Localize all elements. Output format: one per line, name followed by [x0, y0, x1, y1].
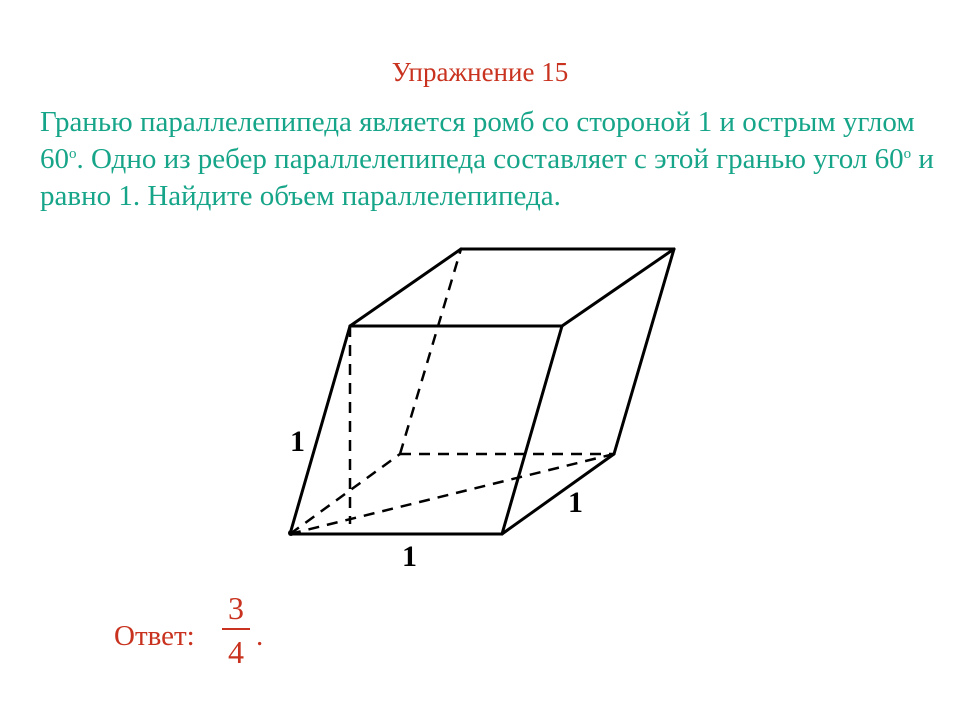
answer-period: .	[256, 620, 264, 652]
edge-label-right: 1	[568, 486, 583, 519]
hidden-edge-bottom-left	[290, 454, 400, 534]
problem-text-part-1: Гранью параллелепипеда является ромб со стороной 1 и острым углом 60	[40, 106, 915, 175]
hidden-diagonal	[290, 454, 614, 534]
edge-right-back	[614, 249, 674, 454]
problem-text-part-2: . Одно из ребер параллелепипеда составляет с этой гранью угол 60	[76, 143, 904, 175]
edge-label-left: 1	[290, 425, 305, 458]
degree-mark-1: o	[69, 146, 77, 162]
answer-label: Ответ:	[114, 620, 195, 652]
edge-label-bottom: 1	[402, 540, 417, 573]
slide-title: Упражнение 15	[391, 57, 569, 87]
edge-bottom-right	[502, 454, 614, 534]
answer-denominator: 4	[228, 634, 244, 670]
edge-right-front	[502, 326, 562, 534]
edge-top-right	[562, 249, 674, 326]
edge-top-left	[350, 249, 461, 326]
answer-numerator: 3	[228, 590, 244, 626]
degree-mark-2: o	[903, 146, 912, 162]
problem-text-part-3: и равно 1. Найдите объем параллелепипеда.	[40, 143, 934, 212]
answer-fraction	[218, 588, 254, 674]
hidden-edge-left-back	[400, 249, 461, 454]
vertex-point	[288, 530, 294, 536]
